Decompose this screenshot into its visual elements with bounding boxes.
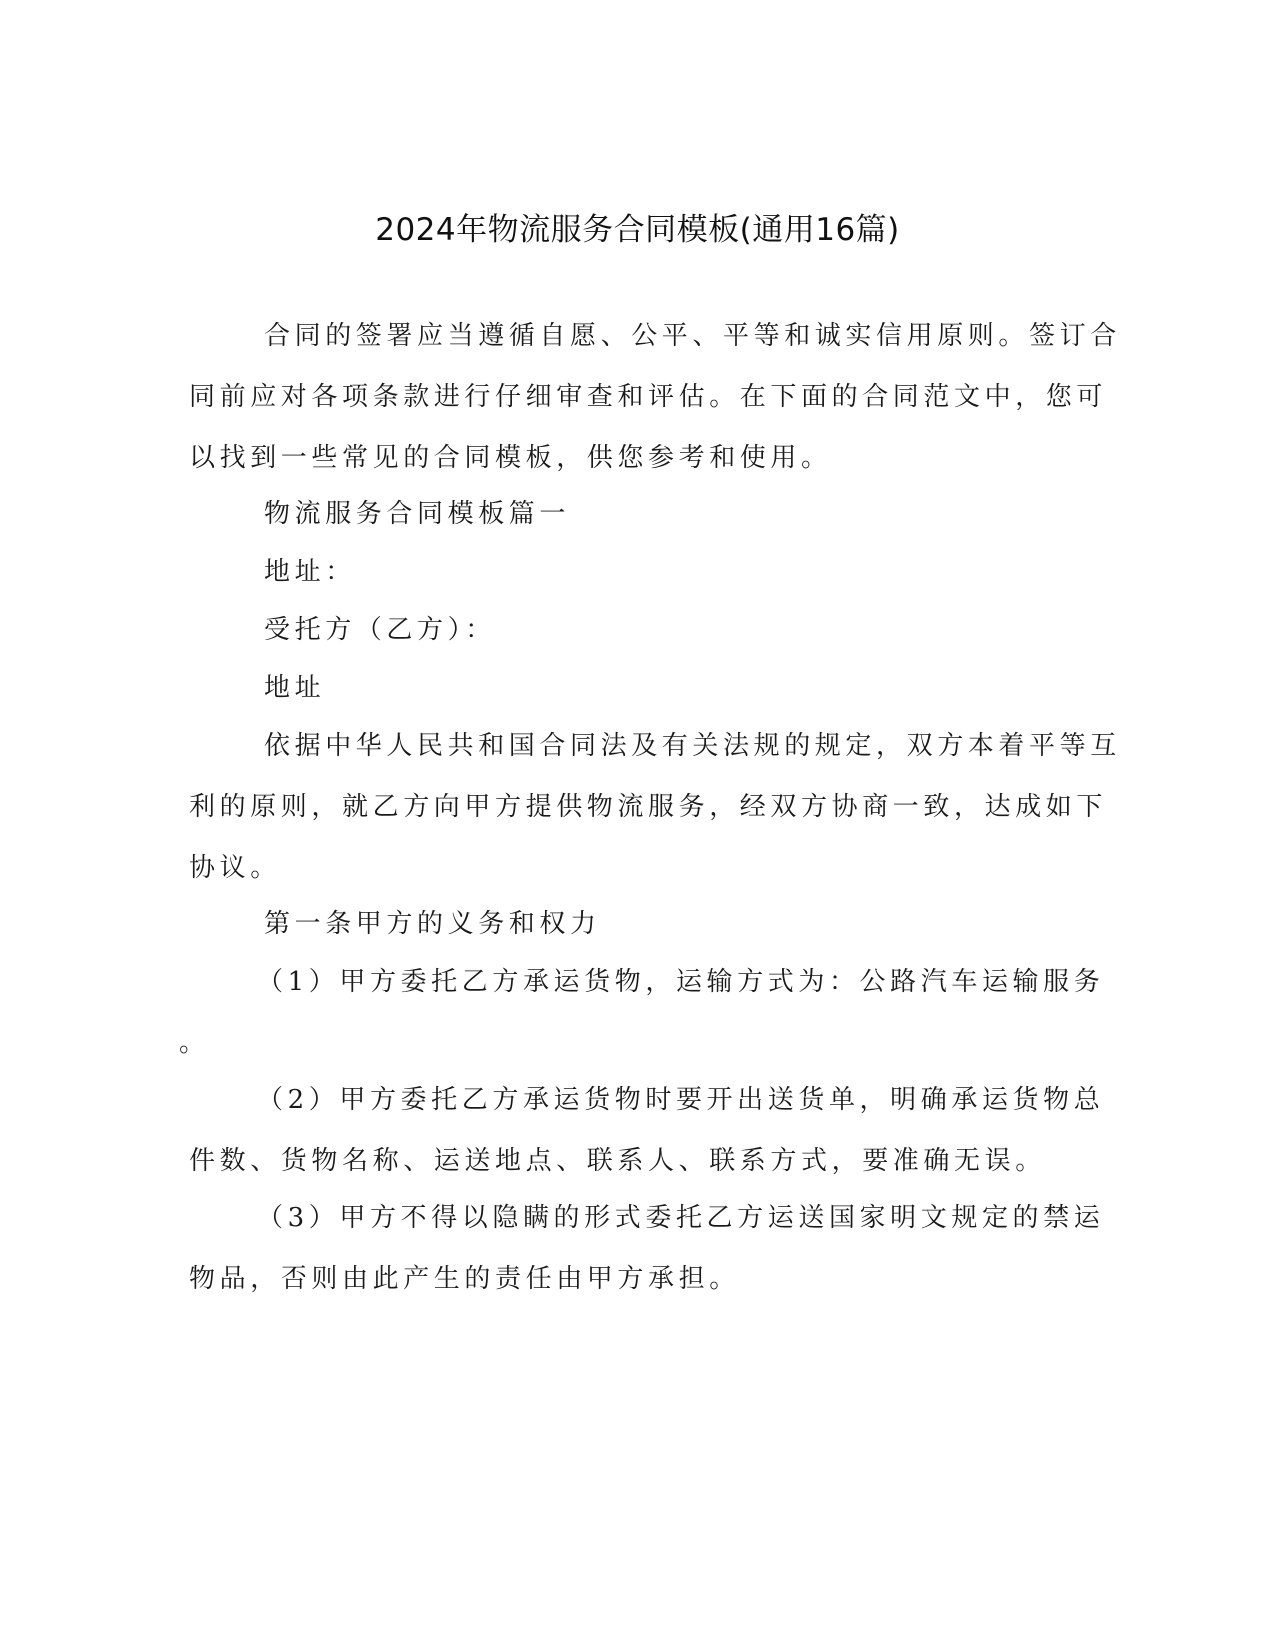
clause-1-paragraph [179, 952, 1105, 1074]
article-1-heading: 第一条甲方的义务和权力 [264, 909, 601, 939]
intro-paragraph [189, 306, 1121, 489]
basis-paragraph [189, 716, 1121, 899]
clause-1-line-2: 。 [179, 1028, 210, 1058]
party-b-label: 受托方（乙方）： [264, 615, 496, 645]
clause-2-line-2: 件数、货物名称、运送地点、联系人、联系方式，要准确无误。 [189, 1146, 1046, 1176]
party-b-block [189, 600, 1069, 661]
clause-1-line-1: （1）甲方委托乙方承运货物，运输方式为：公路汽车运输服务 [257, 967, 1105, 997]
intro-line-1: 合同的签署应当遵循自愿、公平、平等和诚实信用原则。签订合 [264, 321, 1121, 351]
clause-3-line-2: 物品，否则由此产生的责任由甲方承担。 [189, 1264, 740, 1294]
clause-2-line-1: （2）甲方委托乙方承运货物时要开出送货单，明确承运货物总 [257, 1085, 1105, 1115]
article-1-block [189, 894, 1069, 955]
intro-line-2: 同前应对各项条款进行仔细审查和评估。在下面的合同范文中，您可 [189, 382, 1108, 412]
clause-3-paragraph [189, 1188, 1105, 1310]
clause-2-paragraph [189, 1070, 1105, 1192]
basis-line-3: 协议。 [189, 853, 281, 883]
section-heading: 物流服务合同模板篇一 [264, 499, 571, 529]
basis-line-1: 依据中华人民共和国合同法及有关法规的规定，双方本着平等互 [264, 731, 1121, 761]
document-title: 2024年物流服务合同模板(通用16篇) [375, 212, 900, 248]
address-block-2 [189, 658, 1069, 719]
address-block-1 [189, 542, 1069, 603]
address-label-1: 地址： [264, 557, 356, 587]
clause-3-line-1: （3）甲方不得以隐瞒的形式委托乙方运送国家明文规定的禁运 [257, 1203, 1105, 1233]
basis-line-2: 利的原则，就乙方向甲方提供物流服务，经双方协商一致，达成如下 [189, 792, 1108, 822]
section-heading-block [189, 484, 1069, 545]
intro-line-3: 以找到一些常见的合同模板，供您参考和使用。 [189, 443, 832, 473]
address-label-2: 地址 [264, 673, 326, 703]
